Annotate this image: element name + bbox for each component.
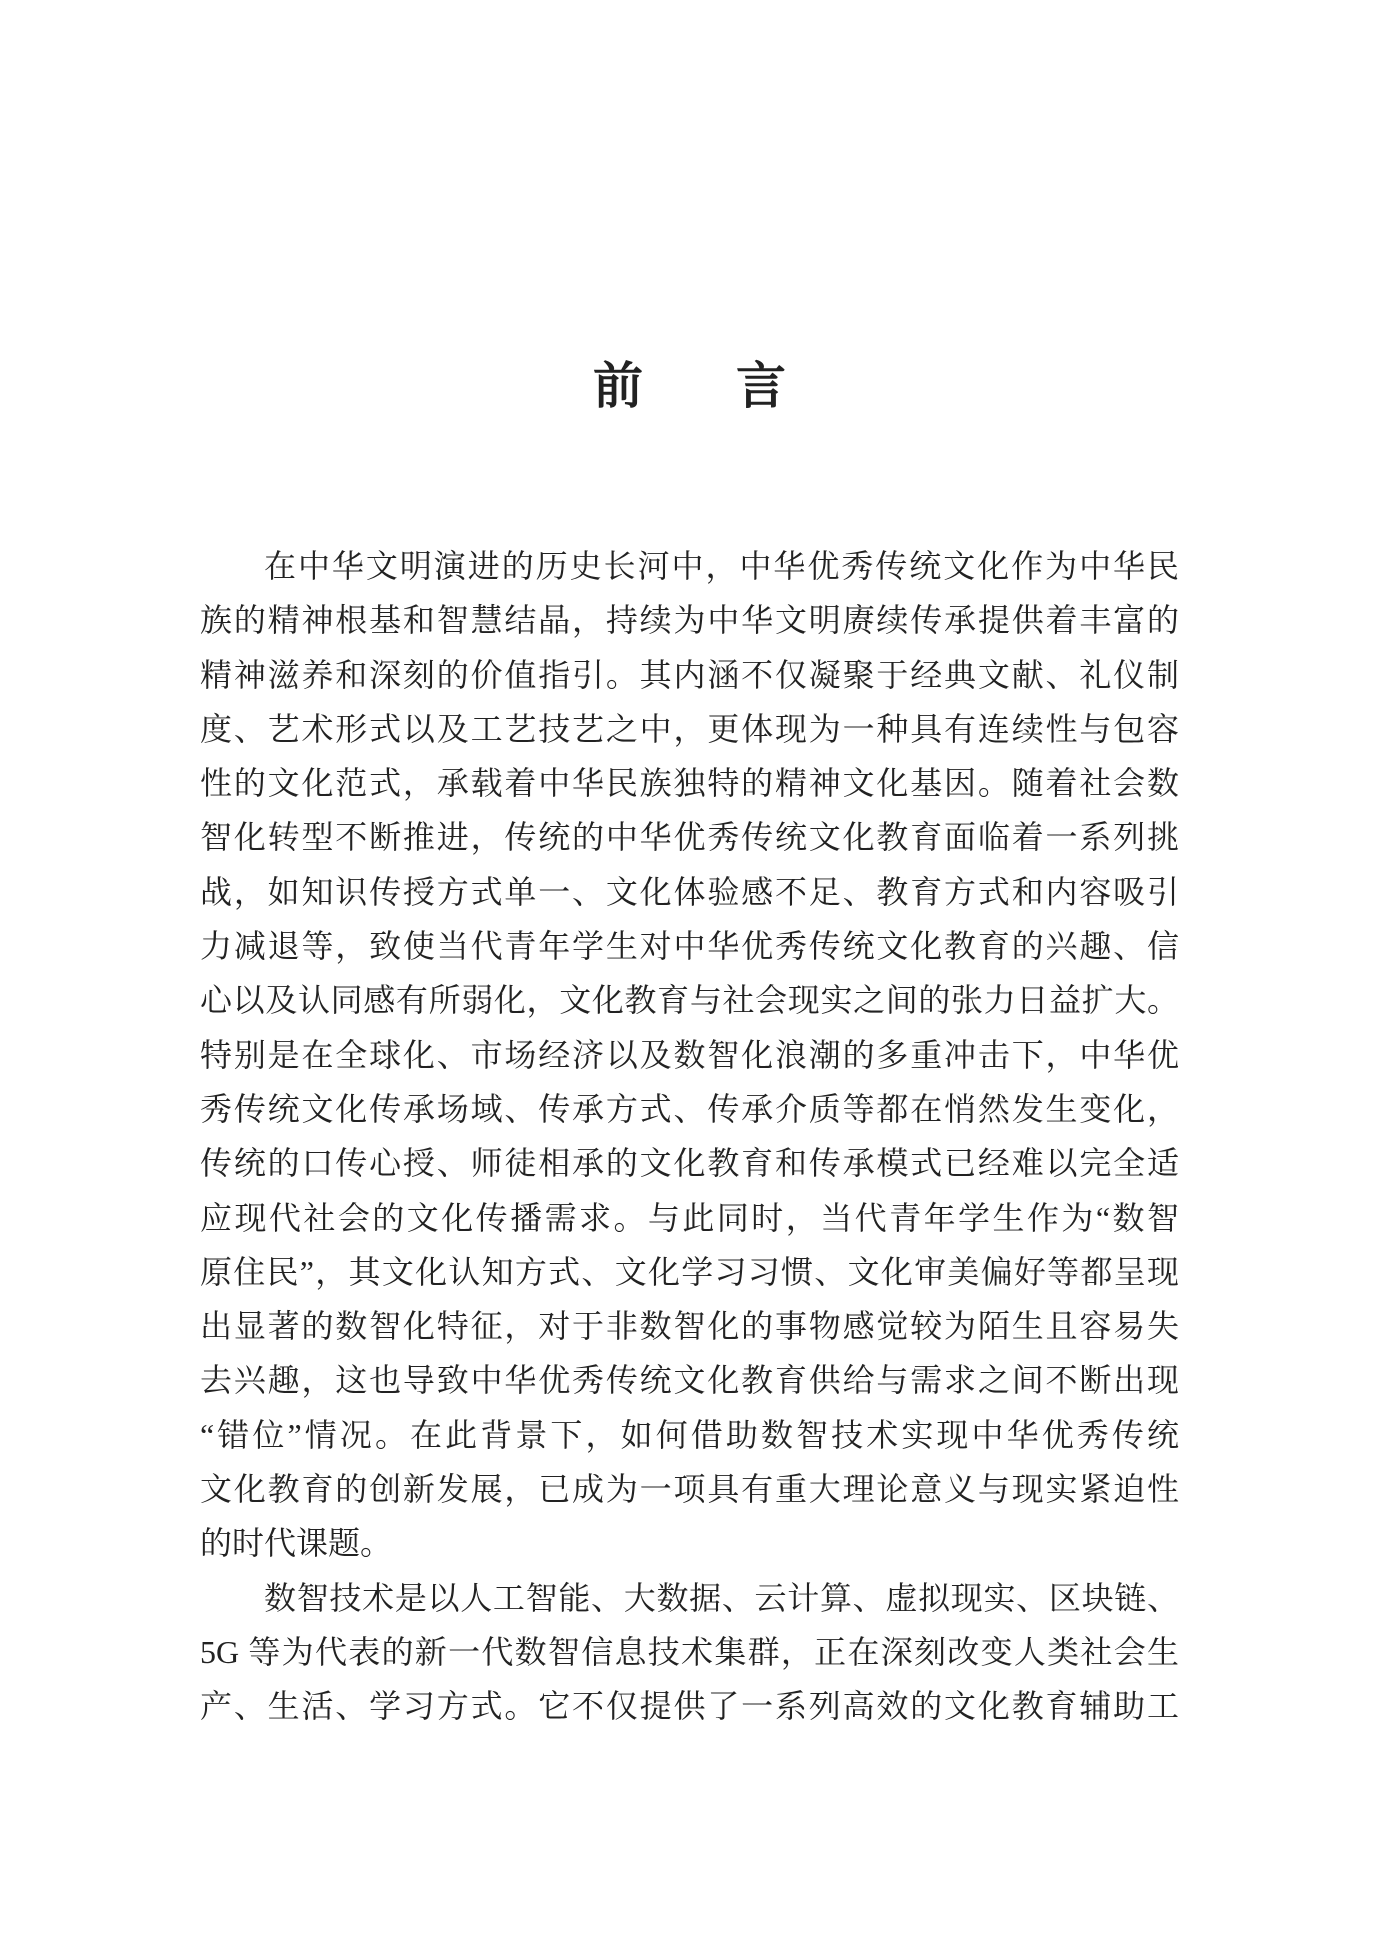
text-line: 特别是在全球化、市场经济以及数智化浪潮的多重冲击下，中华优: [200, 1036, 1179, 1073]
text-line: 心以及认同感有所弱化，文化教育与社会现实之间的张力日益扩大。: [200, 982, 1179, 1019]
text-line: 智化转型不断推进，传统的中华优秀传统文化教育面临着一系列挑: [200, 819, 1179, 856]
text-line: 原住民”，其文化认知方式、文化学习习惯、文化审美偏好等都呈现: [200, 1253, 1179, 1290]
text-line: 度、艺术形式以及工艺技艺之中，更体现为一种具有连续性与包容: [200, 710, 1179, 747]
text-line: 族的精神根基和智慧结晶，持续为中华文明赓续传承提供着丰富的: [200, 602, 1179, 639]
text-line: 传统的口传心授、师徒相承的文化教育和传承模式已经难以完全适: [200, 1145, 1179, 1182]
text-line: 产、生活、学习方式。它不仅提供了一系列高效的文化教育辅助工: [200, 1688, 1179, 1725]
paragraph-2: [200, 1571, 1179, 1734]
text-line: 数智技术是以人工智能、大数据、云计算、虚拟现实、区块链、: [264, 1579, 1179, 1616]
text-line: 秀传统文化传承场域、传承方式、传承介质等都在悄然发生变化，: [200, 1090, 1179, 1127]
text-line: 的时代课题。: [200, 1525, 393, 1562]
text-line: 力减退等，致使当代青年学生对中华优秀传统文化教育的兴趣、信: [200, 928, 1179, 965]
text-line: 出显著的数智化特征，对于非数智化的事物感觉较为陌生且容易失: [200, 1308, 1179, 1345]
paragraph-1: [200, 539, 1179, 1571]
page-title: 前言: [593, 358, 879, 414]
text-line: 应现代社会的文化传播需求。与此同时，当代青年学生作为“数智: [200, 1199, 1179, 1236]
text-line: 性的文化范式，承载着中华民族独特的精神文化基因。随着社会数: [200, 765, 1179, 802]
text-line: 去兴趣，这也导致中华优秀传统文化教育供给与需求之间不断出现: [200, 1362, 1179, 1399]
body-text: [200, 539, 1179, 1734]
text-line: 文化教育的创新发展，已成为一项具有重大理论意义与现实紧迫性: [200, 1471, 1179, 1508]
text-line: 5G 等为代表的新一代数智信息技术集群，正在深刻改变人类社会生: [200, 1633, 1179, 1670]
text-line: 精神滋养和深刻的价值指引。其内涵不仅凝聚于经典文献、礼仪制: [200, 656, 1179, 693]
text-line: 在中华文明演进的历史长河中，中华优秀传统文化作为中华民: [264, 548, 1179, 584]
text-line: 战，如知识传授方式单一、文化体验感不足、教育方式和内容吸引: [200, 873, 1179, 910]
text-line: “错位”情况。在此背景下，如何借助数智技术实现中华优秀传统: [200, 1416, 1179, 1453]
